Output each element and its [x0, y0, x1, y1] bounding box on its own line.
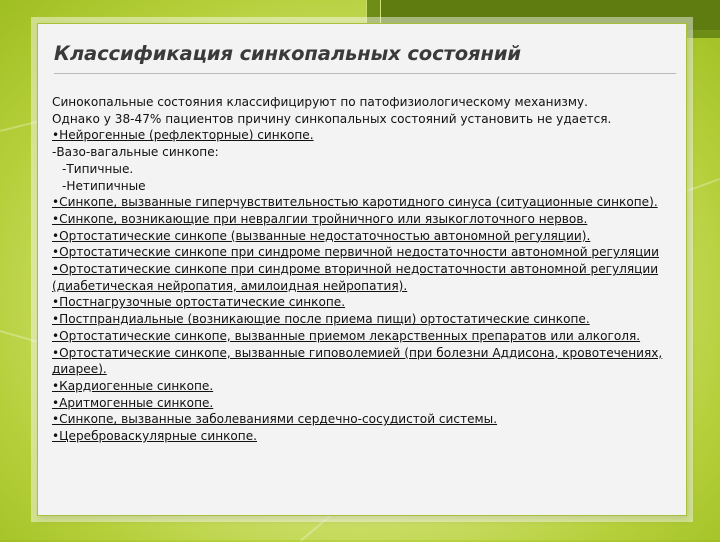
classification-item: •Синкопе, возникающие при невралгии тройничного или языкоглоточного нервов.	[52, 211, 588, 226]
classification-item: -Нетипичные	[62, 178, 146, 193]
classification-item: •Постнагрузочные ортостатические синкопе.	[52, 295, 346, 310]
classification-item: -Типичные.	[62, 161, 134, 176]
classification-item: •Ортостатические синкопе, вызванные гиповолемией (при болезни Аддисона, кровотечениях, диарее).	[52, 345, 663, 377]
classification-item: •Синкопе, вызванные заболеваниями сердечно-сосудистой системы.	[52, 412, 498, 427]
slide-panel	[37, 23, 687, 516]
classification-item: •Аритмогенные синкопе.	[52, 395, 214, 410]
classification-item: -Вазо-вагальные синкопе:	[52, 145, 219, 160]
title-divider	[54, 73, 676, 74]
slide-body	[52, 94, 678, 445]
classification-item: •Ортостатические синкопе при синдроме первичной недостаточности автономной регуляции	[52, 245, 660, 260]
classification-item: •Цереброваскулярные синкопе.	[52, 429, 257, 444]
classification-item: •Ортостатические синкопе (вызванные недостаточностью автономной регуляции).	[52, 228, 591, 243]
classification-item: •Ортостатические синкопе, вызванные приемом лекарственных препаратов или алкоголя.	[52, 328, 641, 343]
slide-title: Классификация синкопальных состояний	[54, 42, 521, 65]
classification-item: •Ортостатические синкопе при синдроме вторичной недостаточности автономной регуляции (диабетическая нейропатия, амилоидная нейропатия).	[52, 262, 659, 293]
classification-item: •Нейрогенные (рефлекторные) синкопе.	[52, 128, 314, 143]
classification-item: •Кардиогенные синкопе.	[52, 378, 214, 393]
classification-item: •Синкопе, вызванные гиперчувствительностью каротидного синуса (ситуационные синкопе).	[52, 195, 658, 210]
intro-line: Синокопальные состояния классифицируют по патофизиологическому механизму.	[52, 95, 588, 109]
intro-line: Однако у 38-47% пациентов причину синкопальных состояний установить не удается.	[52, 111, 612, 126]
classification-item: •Постпрандиальные (возникающие после приема пищи) ортостатические синкопе.	[52, 312, 590, 327]
